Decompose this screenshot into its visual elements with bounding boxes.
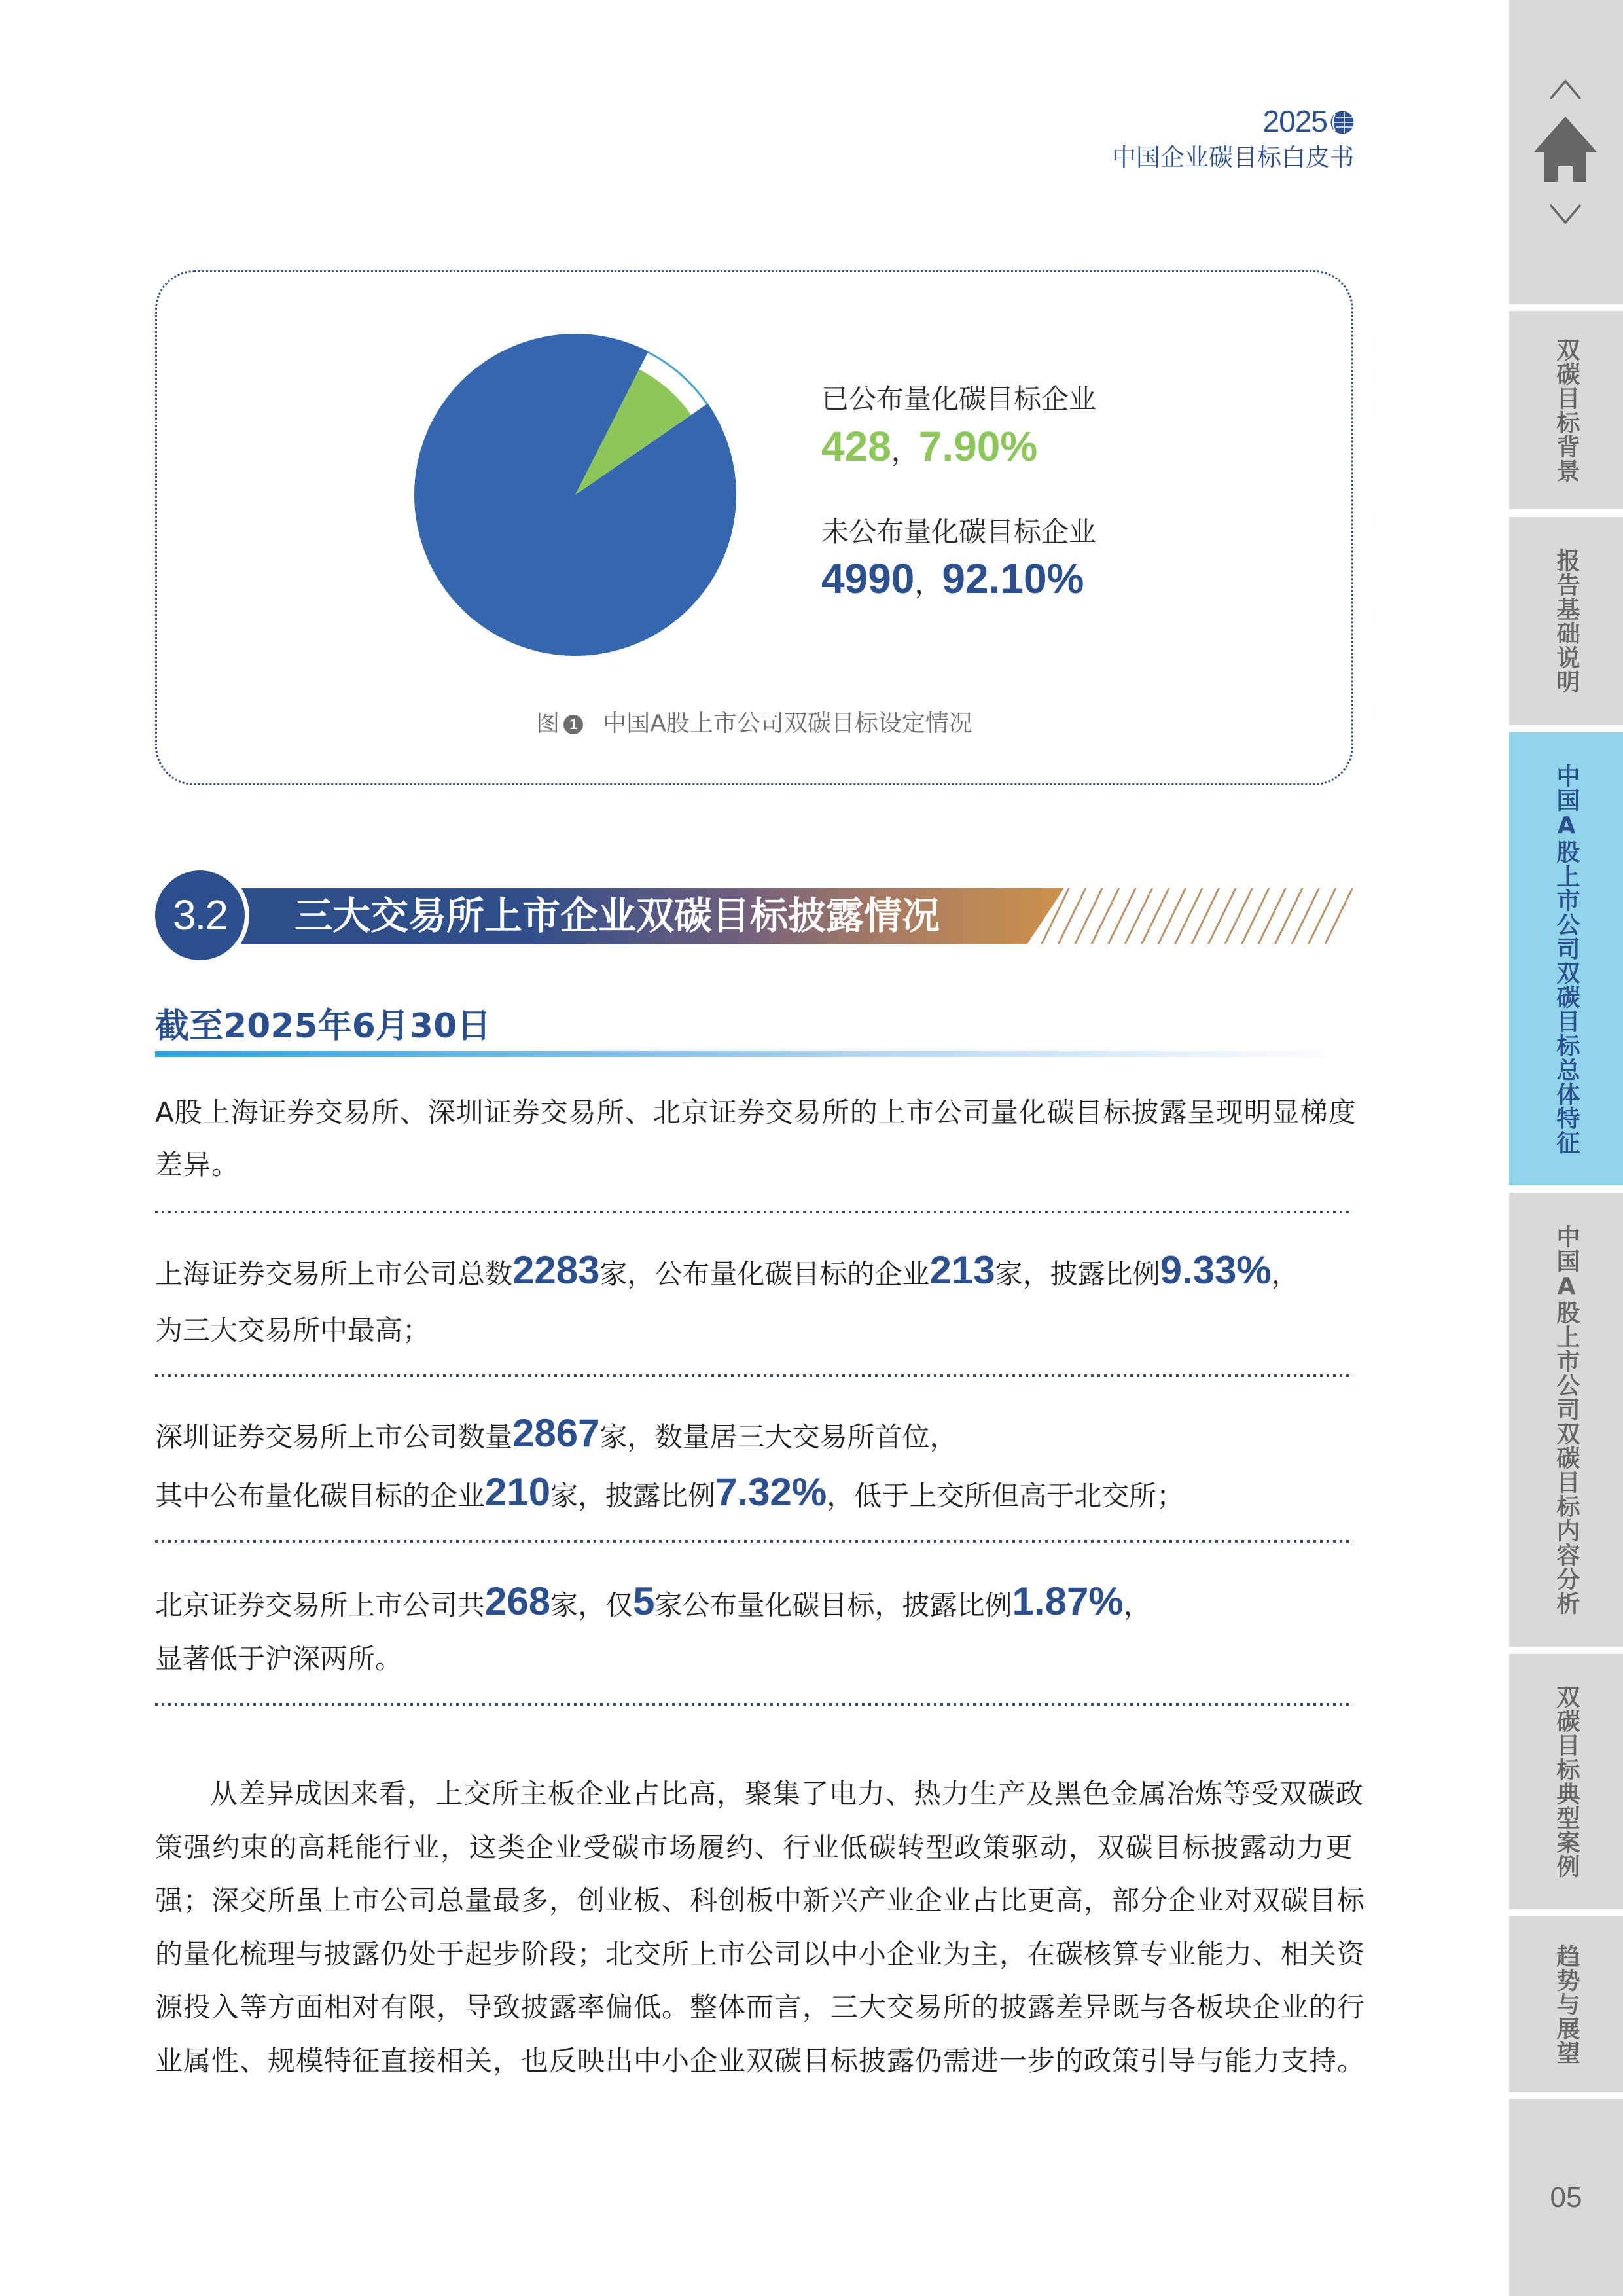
szse-disclosed-count: 210 xyxy=(485,1470,551,1514)
text-line: 强；深交所虽上市公司总量最多，创业板、科创板中新兴产业企业占比更高，部分企业对双碳目标 xyxy=(155,1884,1366,1916)
figure-number-badge: 1 xyxy=(563,715,583,734)
section-banner-hatch xyxy=(1037,888,1353,944)
text-line xyxy=(155,1575,1353,1632)
section-title: 三大交易所上市企业双碳目标披露情况 xyxy=(294,893,940,938)
bse-disclosure-ratio: 1.87% xyxy=(1012,1579,1124,1623)
sse-disclosure-stat xyxy=(155,1242,1353,1359)
report-year: 2025 xyxy=(1262,104,1327,138)
stat-text: 家，披露比例 xyxy=(550,1480,716,1512)
text-line: A股上海证券交易所、深圳证券交易所、北京证券交易所的上市公司量化碳目标披露呈现明显梯度 xyxy=(155,1096,1357,1128)
legend-separator: ， xyxy=(914,567,942,600)
stat-text: 其中公布量化碳目标的企业 xyxy=(155,1480,486,1512)
stat-text: 上海证券交易所上市公司总数 xyxy=(155,1258,513,1290)
sidebar-item-label: 中国A股上市公司双碳目标内容分析 xyxy=(1553,1224,1580,1615)
as-of-date: 截至2025年6月30日 xyxy=(155,1007,491,1046)
text-line xyxy=(155,1242,1353,1302)
text-line xyxy=(155,1465,1353,1524)
caption-title: 中国A股上市公司双碳目标设定情况 xyxy=(603,710,972,737)
szse-disclosure-stat xyxy=(155,1406,1353,1524)
chevron-up-icon[interactable] xyxy=(1549,79,1582,101)
sse-disclosure-ratio: 9.33% xyxy=(1160,1248,1272,1292)
text-line: 业属性、规模特征直接相关，也反映出中小企业双碳目标披露仍需进一步的政策引导与能力支持。 xyxy=(155,2044,1366,2077)
page-number-block xyxy=(1509,2099,1623,2296)
text-line: 源投入等方面相对有限，导致披露率偏低。整体而言，三大交易所的披露差异既与各板块企业的行 xyxy=(155,1991,1366,2023)
stat-text: 家公布量化碳目标，披露比例 xyxy=(654,1589,1012,1621)
report-title: 中国企业碳目标白皮书 xyxy=(1112,143,1354,171)
text-line xyxy=(155,1302,1353,1359)
sidebar-item-content-analysis[interactable] xyxy=(1509,1193,1623,1647)
dotted-divider xyxy=(155,1374,1353,1377)
legend-label-undisclosed: 未公布量化碳目标企业 xyxy=(821,516,1097,548)
stat-text: 显著低于沪深两所。 xyxy=(155,1643,403,1675)
legend-label-disclosed: 已公布量化碳目标企业 xyxy=(821,383,1097,415)
sse-disclosed-count: 213 xyxy=(929,1248,995,1292)
home-icon[interactable] xyxy=(1534,117,1597,182)
bse-listed-count: 268 xyxy=(485,1579,551,1623)
szse-disclosure-ratio: 7.32% xyxy=(715,1470,827,1514)
dotted-divider xyxy=(155,1211,1353,1213)
globe-icon xyxy=(1330,111,1354,134)
legend-count: 4990 xyxy=(821,555,915,602)
sidebar-item-label: 双碳目标典型案例 xyxy=(1553,1685,1580,1878)
legend-count: 428 xyxy=(821,423,891,470)
figure-caption xyxy=(155,711,1353,737)
legend-separator: ， xyxy=(891,435,919,467)
legend-value-undisclosed xyxy=(821,555,1084,605)
date-underline xyxy=(155,1051,1353,1057)
analysis-paragraph xyxy=(155,1767,1366,2087)
text-line: 差异。 xyxy=(155,1149,240,1181)
text-line xyxy=(155,1406,1353,1465)
dotted-divider xyxy=(155,1703,1353,1706)
sidebar-item-report-basis[interactable] xyxy=(1509,517,1623,725)
legend-value-disclosed xyxy=(821,425,1037,473)
chevron-down-icon[interactable] xyxy=(1549,203,1582,225)
stat-text: ， xyxy=(1271,1258,1299,1290)
sidebar-item-label: 双碳目标背景 xyxy=(1553,337,1580,483)
stat-text: 家，数量居三大交易所首位， xyxy=(599,1421,957,1453)
stat-text: 北京证券交易所上市公司共 xyxy=(155,1589,486,1621)
sidebar-item-overall-features[interactable] xyxy=(1509,732,1623,1185)
figure-box xyxy=(155,270,1353,785)
sidebar-item-trends-outlook[interactable] xyxy=(1509,1916,1623,2092)
szse-listed-count: 2867 xyxy=(512,1411,600,1455)
stat-text: 深圳证券交易所上市公司数量 xyxy=(155,1421,513,1453)
text-line: 策强约束的高耗能行业，这类企业受碳市场履约、行业低碳转型政策驱动，双碳目标披露动力更 xyxy=(155,1831,1353,1863)
sidebar-item-typical-cases[interactable] xyxy=(1509,1654,1623,1909)
intro-paragraph xyxy=(155,1086,1357,1191)
stat-text: ， xyxy=(1123,1589,1151,1621)
stat-text: 家，公布量化碳目标的企业 xyxy=(599,1258,930,1290)
sidebar-item-label: 报告基础说明 xyxy=(1553,548,1580,694)
sidebar-item-label: 趋势与展望 xyxy=(1553,1944,1580,2065)
sidebar-nav-block xyxy=(1509,0,1623,304)
text-line xyxy=(155,1632,1353,1686)
caption-prefix: 图 xyxy=(536,710,560,737)
stat-text: ，低于上交所但高于北交所； xyxy=(827,1480,1185,1512)
pie-chart xyxy=(412,331,739,658)
dotted-divider xyxy=(155,1540,1353,1543)
stat-text: 为三大交易所中最高； xyxy=(155,1314,431,1346)
sidebar-item-dual-carbon-background[interactable] xyxy=(1509,311,1623,509)
page-number: 05 xyxy=(1550,2181,1582,2214)
sse-listed-count: 2283 xyxy=(512,1248,600,1292)
bse-disclosure-stat xyxy=(155,1575,1353,1686)
legend-percent: 92.10% xyxy=(942,555,1084,602)
stat-text: 家，披露比例 xyxy=(995,1258,1160,1290)
text-line: 的量化梳理与披露仍处于起步阶段；北交所上市公司以中小企业为主，在碳核算专业能力、相关资 xyxy=(155,1937,1366,1970)
text-line: 从差异成因来看，上交所主板企业占比高，聚集了电力、热力生产及黑色金属冶炼等受双碳政 xyxy=(210,1778,1364,1810)
bse-disclosed-count: 5 xyxy=(633,1579,655,1623)
sidebar-item-label: 中国A股上市公司双碳目标总体特征 xyxy=(1553,763,1580,1155)
stat-text: 家，仅 xyxy=(550,1589,633,1621)
legend-percent: 7.90% xyxy=(918,423,1038,470)
section-number-badge: 3.2 xyxy=(155,870,245,960)
